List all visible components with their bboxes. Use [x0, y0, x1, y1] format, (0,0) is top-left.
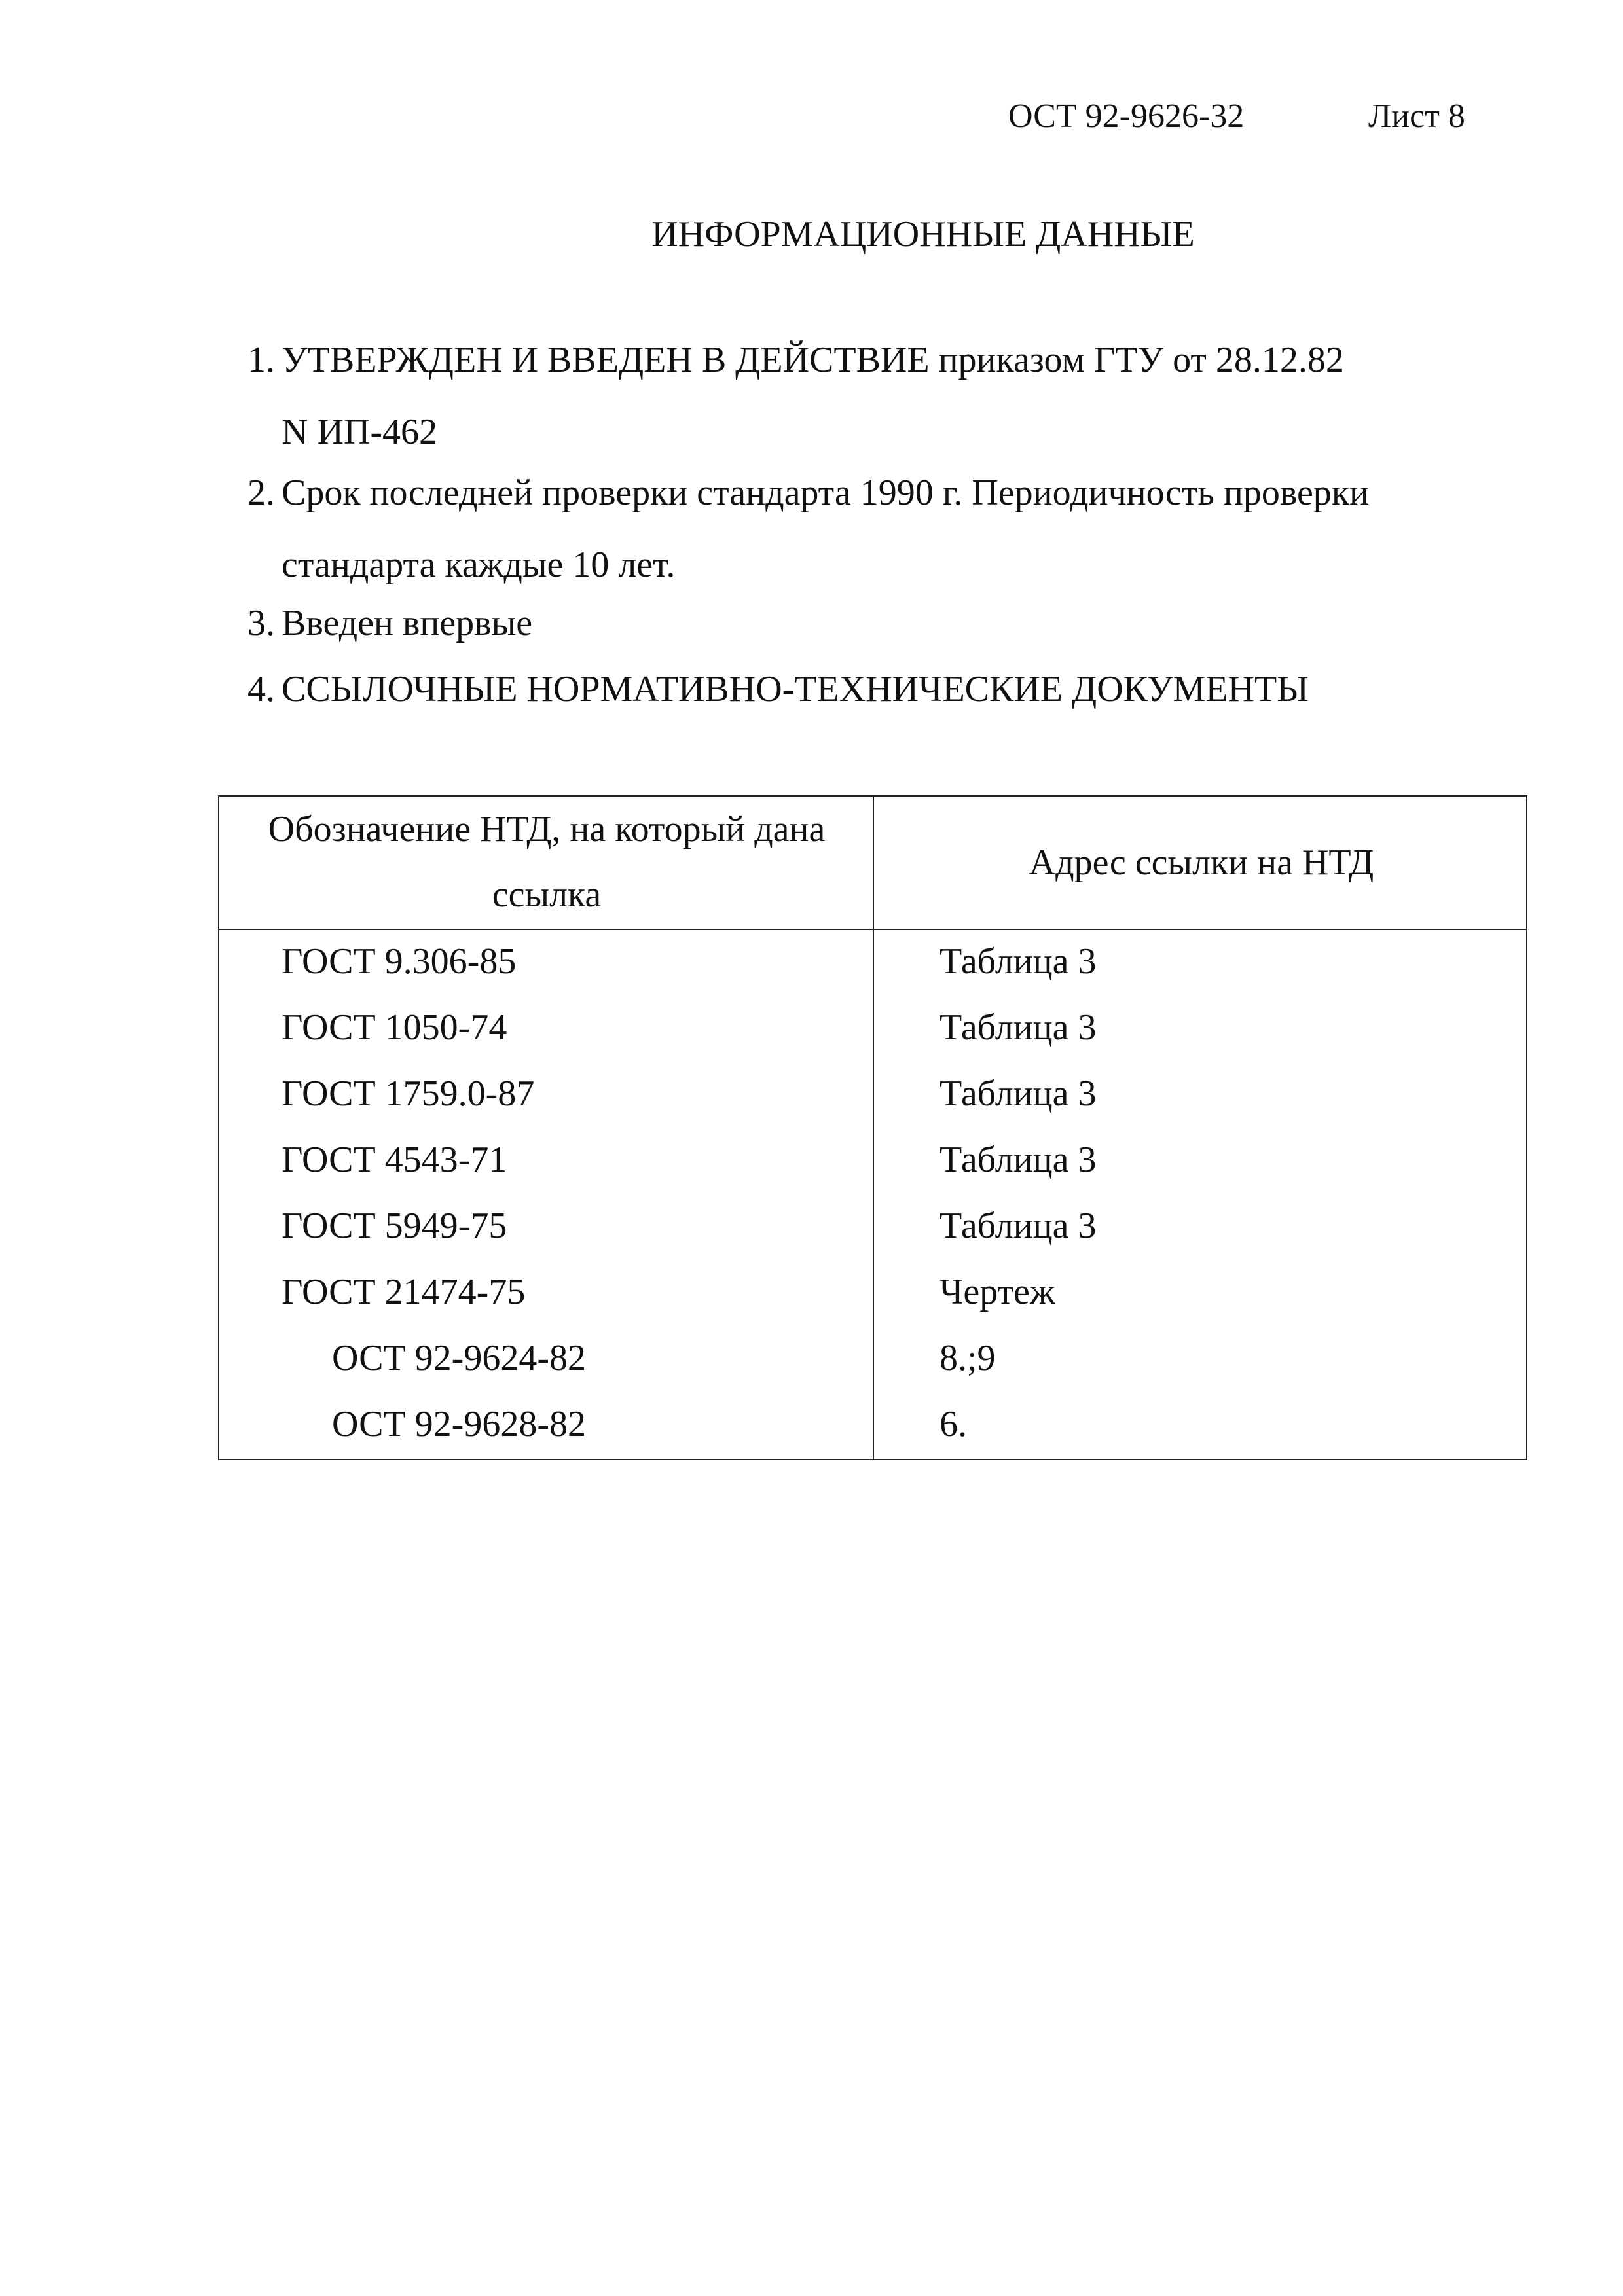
list-item-3: [247, 602, 532, 644]
table-cell-reference: Чертеж: [939, 1272, 1055, 1312]
table-row: [219, 1127, 1526, 1193]
table-cell-designation: ГОСТ 5949-75: [282, 1206, 507, 1246]
table-cell-reference: Таблица 3: [939, 1206, 1097, 1246]
table-cell-reference: 8.;9: [939, 1338, 996, 1378]
table-cell-designation: ОСТ 92-9628-82: [332, 1404, 586, 1444]
table-header-designation: [219, 797, 874, 929]
table-header-designation-line1: Обозначение НТД, на который дана: [268, 809, 826, 850]
table-cell-designation: ГОСТ 1759.0-87: [282, 1073, 535, 1114]
item-text-continuation: стандарта каждые 10 лет.: [282, 545, 676, 585]
item-text: Введен впервые: [282, 603, 533, 643]
table-cell-reference: Таблица 3: [939, 1007, 1097, 1048]
table-header-designation-line2: ссылка: [492, 874, 602, 915]
table-cell-reference: Таблица 3: [939, 941, 1097, 982]
item-number: 2.: [247, 473, 275, 513]
item-text: ССЫЛОЧНЫЕ НОРМАТИВНО-ТЕХНИЧЕСКИЕ ДОКУМЕНТЫ: [282, 669, 1309, 709]
sheet-number: Лист 8: [1368, 98, 1465, 135]
item-number: 1.: [247, 340, 275, 380]
list-item-2: [247, 472, 1369, 586]
list-item-4: [247, 668, 1309, 710]
table-row: [219, 1061, 1526, 1127]
reference-documents-table: [218, 795, 1527, 1460]
item-number: 3.: [247, 603, 275, 643]
table-cell-designation: ОСТ 92-9624-82: [332, 1338, 586, 1378]
table-body: [219, 929, 1526, 1458]
page-title: ИНФОРМАЦИОННЫЕ ДАННЫЕ: [651, 214, 1195, 255]
table-header-reference-address: Адрес ссылки на НТД: [1029, 842, 1374, 883]
table-cell-reference: Таблица 3: [939, 1139, 1097, 1180]
item-text-continuation: N ИП-462: [282, 412, 437, 452]
item-text: Срок последней проверки стандарта 1990 г. Периодичность проверки: [282, 473, 1369, 513]
table-cell-designation: ГОСТ 1050-74: [282, 1007, 507, 1048]
table-row: [219, 1259, 1526, 1325]
table-row: [219, 929, 1526, 995]
table-row: [219, 1325, 1526, 1391]
item-number: 4.: [247, 669, 275, 709]
item-text: УТВЕРЖДЕН И ВВЕДЕН В ДЕЙСТВИЕ приказом ГТУ от 28.12.82: [282, 340, 1344, 380]
table-row: [219, 1193, 1526, 1259]
table-cell-designation: ГОСТ 21474-75: [282, 1272, 526, 1312]
document-code: ОСТ 92-9626-32: [1008, 98, 1245, 135]
table-cell-designation: ГОСТ 4543-71: [282, 1139, 507, 1180]
table-row: [219, 995, 1526, 1061]
table-cell-designation: ГОСТ 9.306-85: [282, 941, 517, 982]
list-item-1: [247, 339, 1344, 453]
table-row: [219, 1391, 1526, 1458]
table-cell-reference: 6.: [939, 1404, 967, 1444]
table-cell-reference: Таблица 3: [939, 1073, 1097, 1114]
